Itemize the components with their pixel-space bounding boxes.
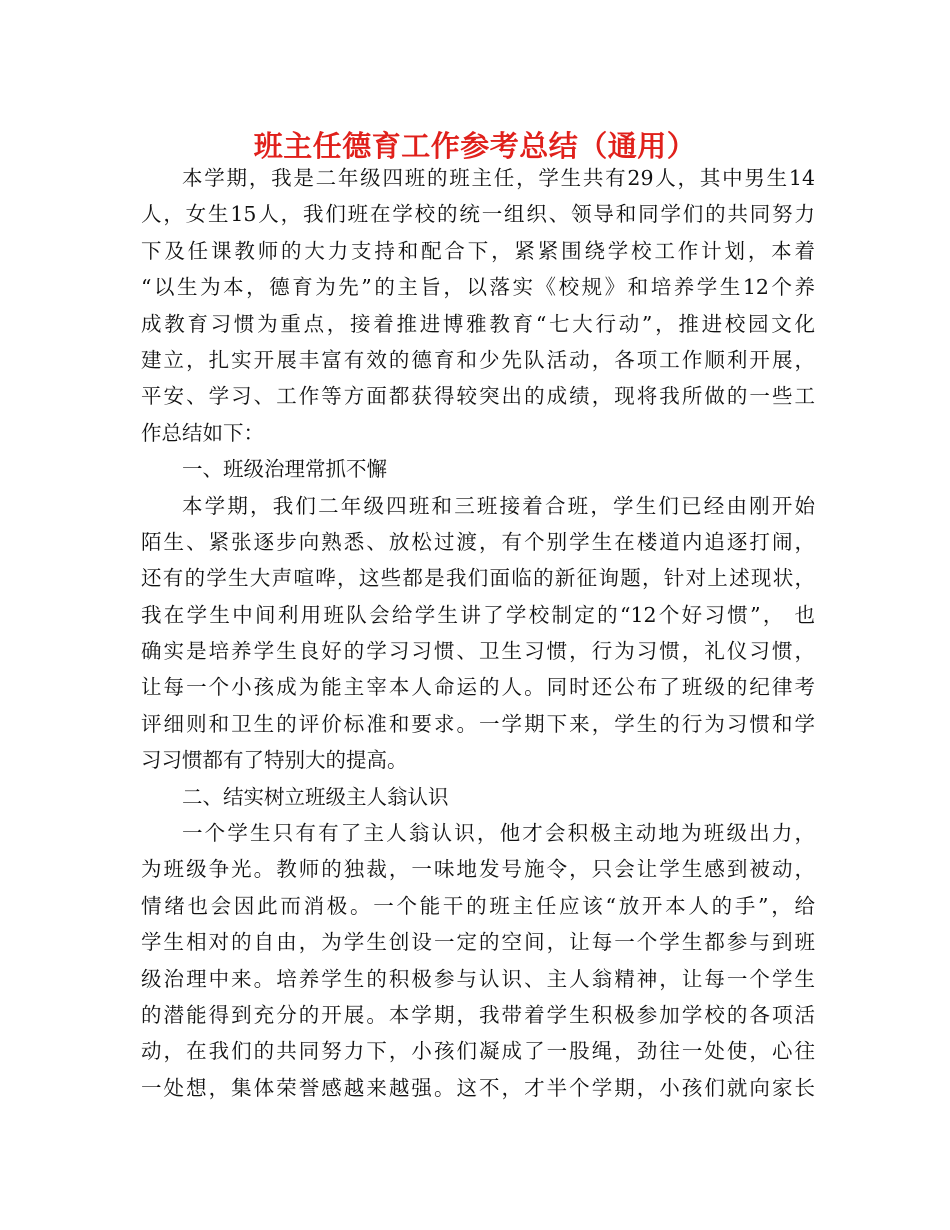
text-line: 还有的学生大声喧哗，这些都是我们面临的新征询题，针对上述现状， (141, 566, 815, 591)
text-line: 动，在我们的共同努力下，小孩们凝成了一股绳，劲往一处使，心往 (141, 1039, 815, 1064)
text-line: 让每一个小孩成为能主宰本人命运的人。同时还公布了班级的纪律考 (141, 675, 815, 700)
text-line: 本学期，我们二年级四班和三班接着合班，学生们已经由刚开始 (182, 493, 815, 518)
document-title: 班主任德育工作参考总结（通用） (253, 129, 697, 163)
text-line: 本学期，我是二年级四班的班主任，学生共有29人，其中男生14 (182, 166, 815, 190)
text-line: 习习惯都有了特别大的提高。 (141, 748, 408, 773)
text-line: 级治理中来。培养学生的积极参与认识、主人翁精神，让每一个学生 (141, 966, 815, 991)
text-line: 下及任课教师的大力支持和配合下，紧紧围绕学校工作计划，本着 (141, 238, 815, 263)
section-heading: 二、结实树立班级主人翁认识 (182, 784, 449, 809)
text-line: “以生为本，德育为先”的主旨，以落实《校规》和培养学生12个养 (141, 275, 815, 300)
text-line: 情绪也会因此而消极。一个能干的班主任应该“放开本人的手”，给 (141, 893, 815, 918)
text-line: 我在学生中间利用班队会给学生讲了学校制定的“12个好习惯”， 也 (141, 602, 815, 627)
text-line: 作总结如下： (141, 420, 264, 445)
text-line: 学生相对的自由，为学生创设一定的空间，让每一个学生都参与到班 (141, 930, 815, 955)
text-line: 评细则和卫生的评价标准和要求。一学期下来，学生的行为习惯和学 (141, 711, 815, 736)
text-line: 为班级争光。教师的独裁，一味地发号施令，只会让学生感到被动， (141, 857, 815, 882)
text-line: 平安、学习、工作等方面都获得较突出的成绩，现将我所做的一些工 (141, 384, 815, 409)
text-line: 确实是培养学生良好的学习习惯、卫生习惯，行为习惯，礼仪习惯， (141, 639, 815, 664)
text-line: 的潜能得到充分的开展。本学期，我带着学生积极参加学校的各项活 (141, 1002, 815, 1027)
text-line: 成教育习惯为重点，接着推进博雅教育“七大行动”，推进校园文化 (141, 311, 815, 336)
text-line: 陌生、紧张逐步向熟悉、放松过渡，有个别学生在楼道内追逐打闹， (141, 529, 815, 554)
text-line: 一处想，集体荣誉感越来越强。这不，才半个学期，小孩们就向家长 (141, 1075, 815, 1100)
section-heading: 一、班级治理常抓不懈 (182, 457, 387, 482)
text-line: 人，女生15人，我们班在学校的统一组织、领导和同学们的共同努力 (141, 202, 815, 227)
text-line: 建立，扎实开展丰富有效的德育和少先队活动，各项工作顺利开展， (141, 347, 815, 372)
document-body (141, 160, 815, 1106)
text-line: 一个学生只有有了主人翁认识，他才会积极主动地为班级出力， (182, 821, 815, 846)
